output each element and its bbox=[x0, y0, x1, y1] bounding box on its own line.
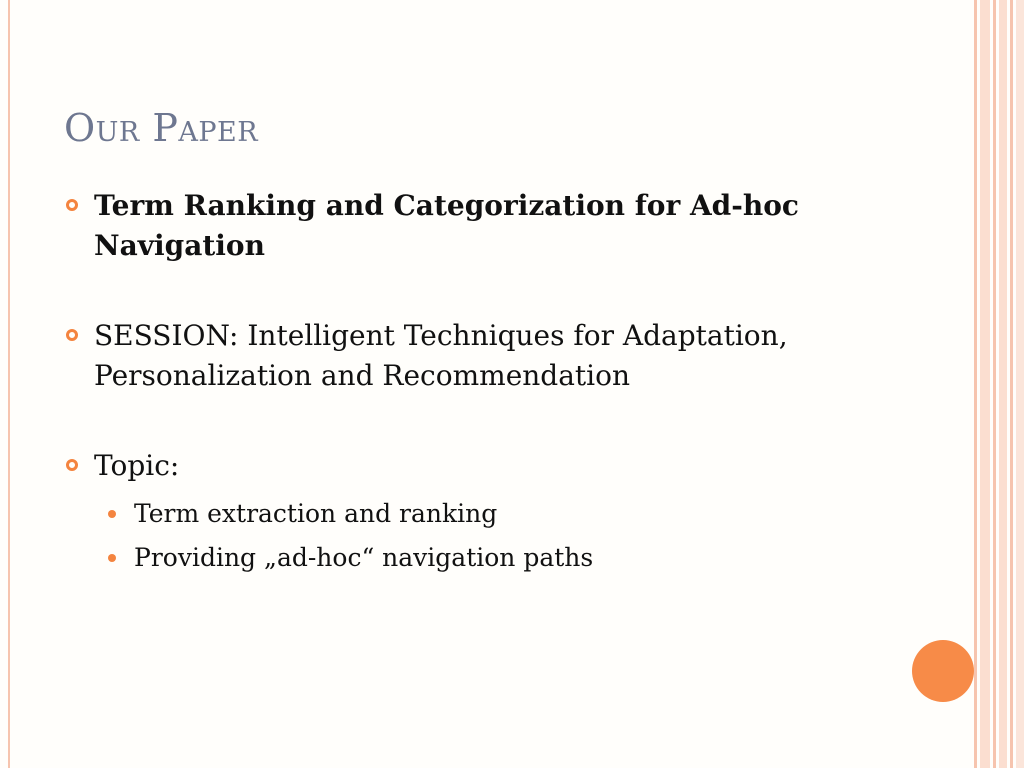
bullet-session bbox=[64, 316, 904, 396]
slide-content bbox=[64, 186, 904, 580]
ring-bullet-icon bbox=[66, 199, 78, 211]
bullet-topic bbox=[64, 446, 904, 486]
sub-bullet-text: Term extraction and ranking bbox=[134, 499, 498, 528]
dot-bullet-icon bbox=[108, 554, 116, 562]
stripe bbox=[1016, 0, 1024, 768]
topic-sub-list bbox=[134, 492, 904, 580]
bullet-text: Term Ranking and Categorization for Ad-hoc Navigation bbox=[94, 189, 799, 262]
decorative-circle bbox=[912, 640, 974, 702]
bullet-text: Topic: bbox=[94, 449, 180, 482]
left-border-line bbox=[8, 0, 10, 768]
right-decorative-stripes bbox=[974, 0, 1024, 768]
stripe bbox=[999, 0, 1007, 768]
bullet-text: SESSION: Intelligent Techniques for Adaptation, Personalization and Recommendation bbox=[94, 319, 788, 392]
bullet-paper-title bbox=[64, 186, 904, 266]
sub-bullet-text: Providing „ad-hoc“ navigation paths bbox=[134, 543, 594, 572]
stripe bbox=[974, 0, 977, 768]
sub-bullet-item bbox=[134, 492, 904, 536]
stripe bbox=[993, 0, 996, 768]
sub-bullet-item bbox=[134, 536, 904, 580]
stripe bbox=[980, 0, 990, 768]
stripe bbox=[1010, 0, 1013, 768]
dot-bullet-icon bbox=[108, 510, 116, 518]
slide-title: Our Paper bbox=[64, 106, 259, 150]
ring-bullet-icon bbox=[66, 459, 78, 471]
ring-bullet-icon bbox=[66, 329, 78, 341]
